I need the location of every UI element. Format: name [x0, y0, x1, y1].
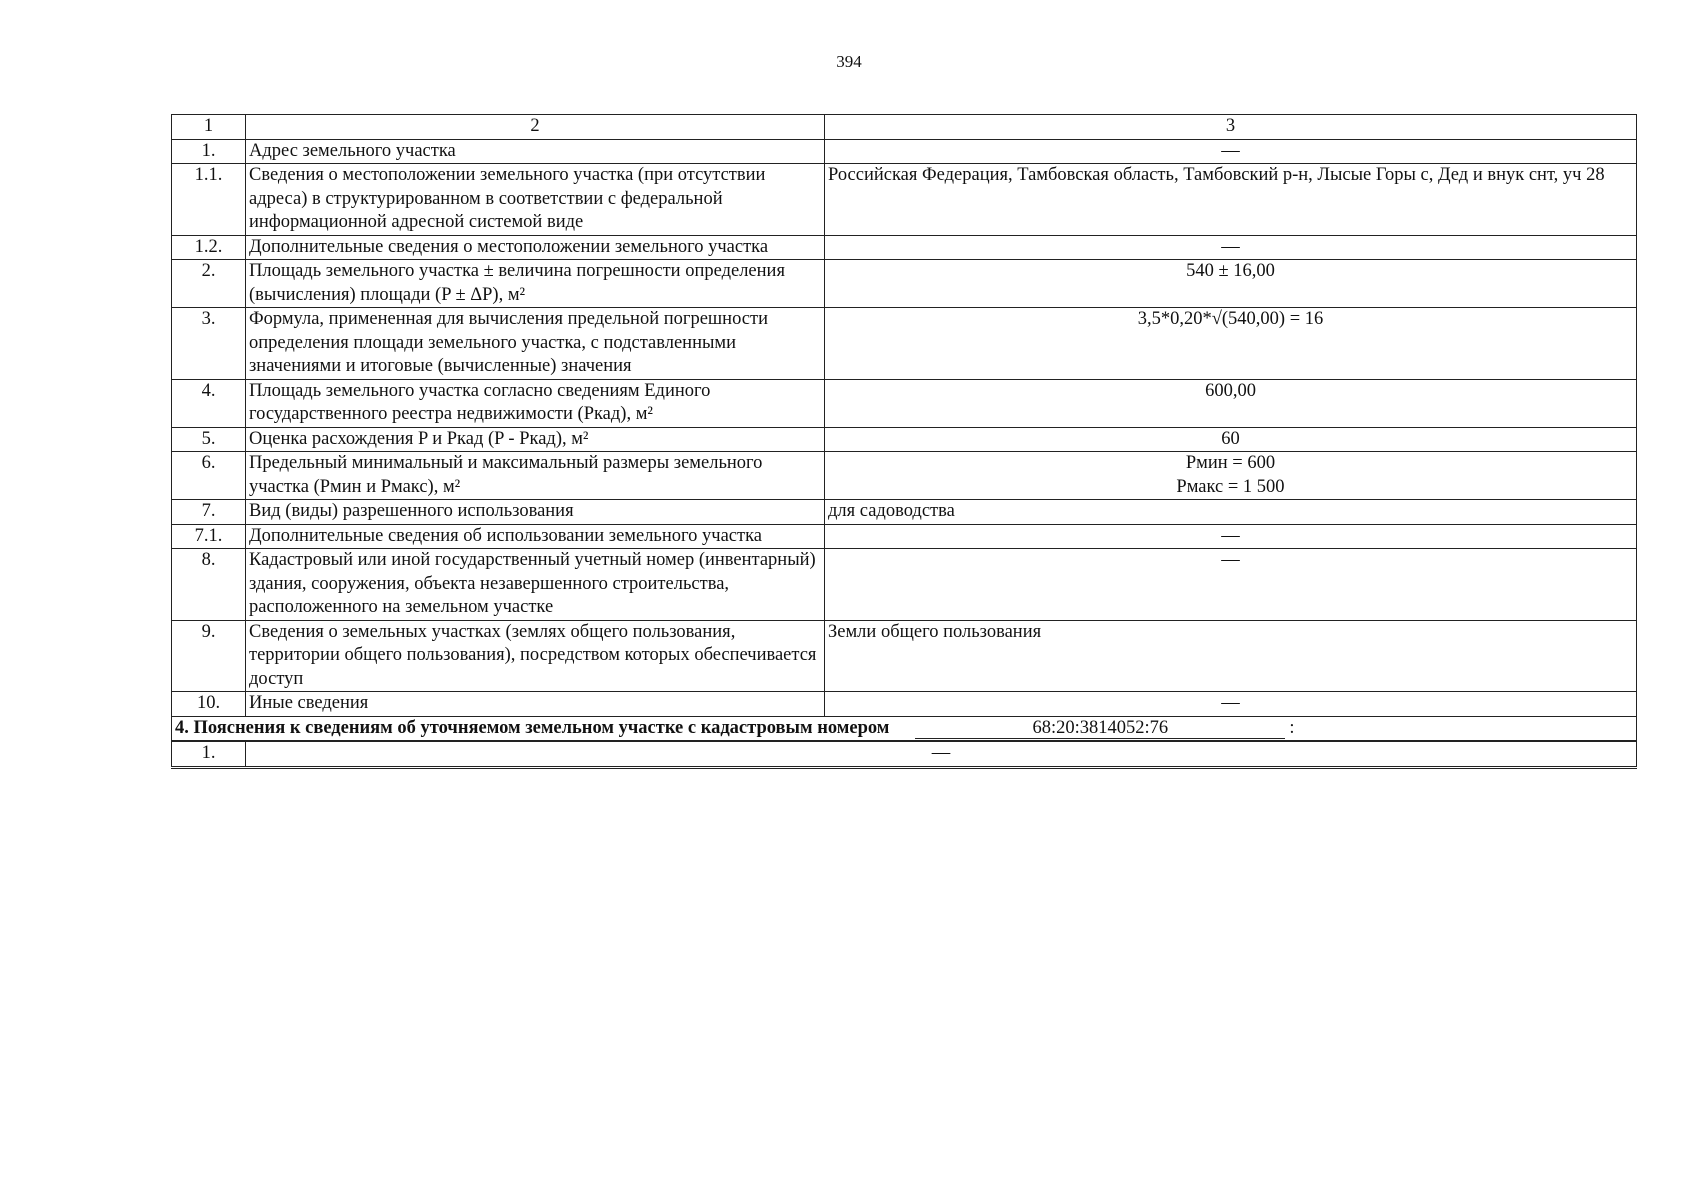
row-number: 1.2.	[172, 235, 246, 260]
table-row	[172, 308, 1637, 380]
row-number: 4.	[172, 379, 246, 427]
row-value: —	[825, 139, 1637, 164]
row-label: Сведения о местоположении земельного участка (при отсутствии адреса) в структурированном в соответствии с федеральной информационной адресной системой виде	[246, 164, 825, 236]
row-value: —	[825, 692, 1637, 717]
cadastral-number: 68:20:3814052:76	[915, 718, 1285, 739]
section-4-heading	[172, 716, 1637, 741]
explanation-value: —	[246, 741, 1637, 768]
row-value: —	[825, 549, 1637, 621]
row-number: 9.	[172, 620, 246, 692]
row-value: для садоводства	[825, 500, 1637, 525]
max-size-value: Рмакс = 1 500	[1176, 476, 1285, 497]
row-value: Российская Федерация, Тамбовская область, Тамбовский р-н, Лысые Горы с, Дед и внук снт, уч 28	[825, 164, 1637, 236]
row-value: Земли общего пользования	[825, 620, 1637, 692]
row-label: Оценка расхождения P и Ркад (P - Ркад), м²	[246, 427, 825, 452]
row-value: 540 ± 16,00	[825, 260, 1637, 308]
row-number: 8.	[172, 549, 246, 621]
table-row	[172, 692, 1637, 717]
table-row	[172, 427, 1637, 452]
row-label: Дополнительные сведения о местоположении земельного участка	[246, 235, 825, 260]
header-col-2: 2	[246, 115, 825, 140]
row-label: Площадь земельного участка ± величина погрешности определения (вычисления) площади (P ± ΔP), м²	[246, 260, 825, 308]
row-number: 6.	[172, 452, 246, 500]
table-row	[172, 452, 1637, 500]
row-number: 1.1.	[172, 164, 246, 236]
row-value: 600,00	[825, 379, 1637, 427]
header-col-1: 1	[172, 115, 246, 140]
table-row	[172, 164, 1637, 236]
header-col-3: 3	[825, 115, 1637, 140]
row-value: 3,5*0,20*√(540,00) = 16	[825, 308, 1637, 380]
row-number: 5.	[172, 427, 246, 452]
row-number: 1.	[172, 139, 246, 164]
table-row	[172, 500, 1637, 525]
table-row	[172, 139, 1637, 164]
row-label: Формула, примененная для вычисления предельной погрешности определения площади земельного участка, с подставленными значениями и итоговые (вычисленные) значения	[246, 308, 825, 380]
row-number: 1.	[172, 741, 246, 768]
row-label: Площадь земельного участка согласно сведениям Единого государственного реестра недвижимости (Ркад), м²	[246, 379, 825, 427]
row-number: 7.	[172, 500, 246, 525]
min-size-value: Рмин = 600	[1185, 453, 1276, 473]
row-label: Иные сведения	[246, 692, 825, 717]
row-number: 3.	[172, 308, 246, 380]
row-label: Предельный минимальный и максимальный размеры земельного участка (Рмин и Рмакс), м²	[246, 452, 825, 500]
section-4-colon: :	[1289, 717, 1295, 738]
header-row	[172, 115, 1637, 140]
row-number: 2.	[172, 260, 246, 308]
explanation-row	[172, 741, 1637, 768]
section-4-title: 4. Пояснения к сведениям об уточняемом земельном участке с кадастровым номером	[175, 717, 890, 738]
page-number: 394	[836, 52, 862, 71]
row-label: Вид (виды) разрешенного использования	[246, 500, 825, 525]
table-row	[172, 379, 1637, 427]
row-value: —	[825, 524, 1637, 549]
row-value: 60	[825, 427, 1637, 452]
land-plot-info-table	[171, 114, 1637, 769]
row-label: Кадастровый или иной государственный учетный номер (инвентарный) здания, сооружения, объекта незавершенного строительства, расположенного на земельном участке	[246, 549, 825, 621]
table-row	[172, 235, 1637, 260]
table-row	[172, 524, 1637, 549]
row-value	[825, 452, 1637, 500]
row-label: Адрес земельного участка	[246, 139, 825, 164]
section-4-heading-row	[172, 716, 1637, 741]
row-number: 7.1.	[172, 524, 246, 549]
row-label: Сведения о земельных участках (землях общего пользования, территории общего пользования), посредством которых обеспечивается доступ	[246, 620, 825, 692]
row-value: —	[825, 235, 1637, 260]
table-row	[172, 620, 1637, 692]
table-row	[172, 549, 1637, 621]
table-row	[172, 260, 1637, 308]
row-number: 10.	[172, 692, 246, 717]
row-label: Дополнительные сведения об использовании земельного участка	[246, 524, 825, 549]
